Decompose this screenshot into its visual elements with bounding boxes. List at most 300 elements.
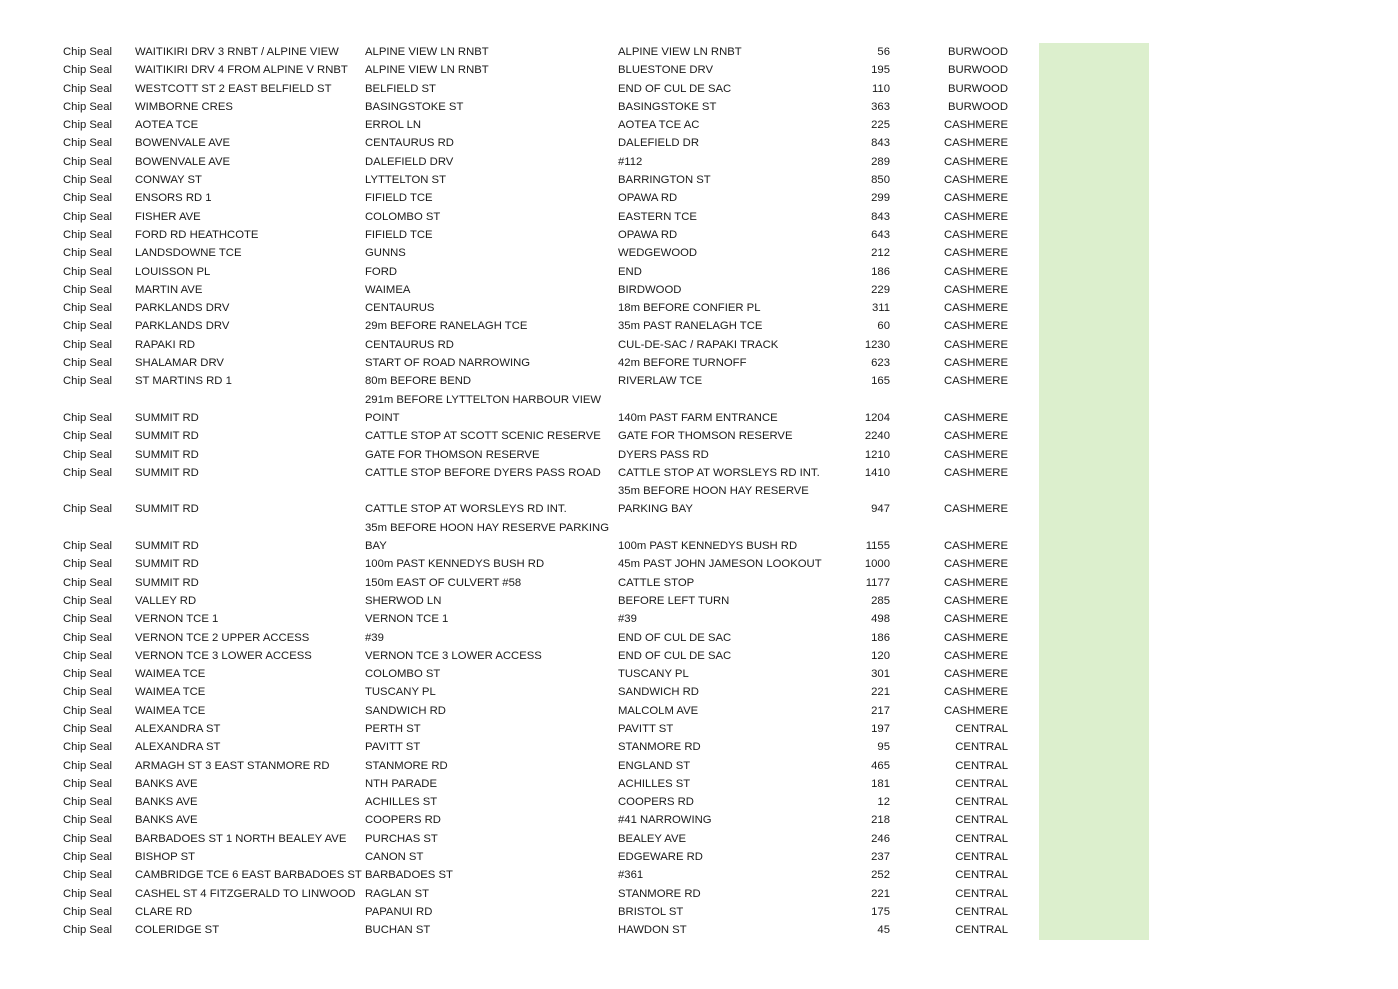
cell-from[interactable]: 100m PAST KENNEDYS BUSH RD — [365, 558, 545, 571]
cell-suburb[interactable]: BURWOOD — [947, 100, 1008, 113]
cell-road-name[interactable]: BOWENVALE AVE — [135, 155, 231, 168]
cell-suburb[interactable]: CASHMERE — [943, 649, 1008, 662]
cell-road-name[interactable]: LOUISSON PL — [135, 265, 211, 278]
cell-suburb[interactable]: CENTRAL — [955, 869, 1008, 882]
cell-road-name[interactable]: SUMMIT RD — [135, 558, 199, 571]
cell-road-name[interactable]: FISHER AVE — [135, 210, 201, 223]
table-row[interactable] — [63, 702, 1149, 720]
table-row[interactable] — [63, 263, 1149, 281]
table-row[interactable] — [63, 885, 1149, 903]
cell-to[interactable]: STANMORE RD — [618, 741, 701, 754]
cell-to[interactable]: 140m PAST FARM ENTRANCE — [618, 411, 778, 424]
cell-status[interactable] — [1039, 281, 1149, 299]
cell-surface-type[interactable]: Chip Seal — [63, 576, 112, 589]
cell-suburb[interactable]: CASHMERE — [943, 558, 1008, 571]
cell-road-name[interactable]: LANDSDOWNE TCE — [135, 247, 242, 260]
cell-road-name[interactable]: VERNON TCE 3 LOWER ACCESS — [135, 649, 312, 662]
cell-status[interactable] — [1039, 226, 1149, 244]
cell-from[interactable]: CENTAURUS — [365, 302, 435, 315]
cell-road-name[interactable]: SUMMIT RD — [135, 540, 199, 553]
cell-surface-type[interactable]: Chip Seal — [63, 174, 112, 187]
table-row[interactable] — [63, 134, 1149, 152]
cell-from[interactable]: FIFIELD TCE — [365, 192, 433, 205]
cell-road-name[interactable]: SUMMIT RD — [135, 466, 199, 479]
cell-from[interactable]: 80m BEFORE BEND — [365, 375, 472, 388]
cell-surface-type[interactable]: Chip Seal — [63, 283, 112, 296]
cell-status[interactable] — [1039, 830, 1149, 848]
cell-status[interactable] — [1039, 629, 1149, 647]
cell-surface-type[interactable]: Chip Seal — [63, 924, 112, 937]
cell-to[interactable]: BEFORE LEFT TURN — [618, 594, 730, 607]
cell-road-name[interactable]: BANKS AVE — [135, 796, 198, 809]
cell-from[interactable]: ALPINE VIEW LN RNBT — [365, 46, 489, 58]
cell-from[interactable]: LYTTELTON ST — [365, 174, 446, 187]
cell-length[interactable]: 285 — [871, 594, 890, 607]
cell-suburb[interactable]: CASHMERE — [943, 192, 1008, 205]
cell-from[interactable]: GATE FOR THOMSON RESERVE — [365, 448, 540, 461]
cell-length[interactable]: 195 — [871, 64, 890, 77]
cell-length[interactable]: 165 — [871, 375, 890, 388]
table-row[interactable] — [63, 574, 1149, 592]
cell-to[interactable]: #361 — [618, 869, 644, 882]
cell-to[interactable]: END OF CUL DE SAC — [618, 82, 732, 95]
cell-road-name[interactable]: ENSORS RD 1 — [135, 192, 212, 205]
cell-road-name[interactable]: FORD RD HEATHCOTE — [135, 228, 259, 241]
cell-road-name[interactable]: WAITIKIRI DRV 3 RNBT / ALPINE VIEW — [135, 46, 339, 58]
cell-road-name[interactable]: WAIMEA TCE — [135, 704, 206, 717]
table-row[interactable] — [63, 811, 1149, 829]
cell-to[interactable]: EDGEWARE RD — [618, 851, 703, 864]
cell-suburb[interactable]: CASHMERE — [943, 119, 1008, 132]
cell-status[interactable] — [1039, 775, 1149, 793]
cell-surface-type[interactable]: Chip Seal — [63, 704, 112, 717]
cell-surface-type[interactable]: Chip Seal — [63, 887, 112, 900]
table-row[interactable] — [63, 189, 1149, 207]
cell-to[interactable]: 35m BEFORE HOON HAY RESERVE PARKING BAY — [618, 485, 809, 516]
cell-length[interactable]: 218 — [871, 814, 890, 827]
cell-road-name[interactable]: BOWENVALE AVE — [135, 137, 231, 150]
cell-from[interactable]: CENTAURUS RD — [365, 137, 454, 150]
cell-road-name[interactable]: SUMMIT RD — [135, 503, 199, 516]
cell-length[interactable]: 181 — [871, 777, 890, 790]
cell-road-name[interactable]: WAITIKIRI DRV 4 FROM ALPINE V RNBT — [135, 64, 348, 77]
cell-to[interactable]: HAWDON ST — [618, 924, 687, 937]
cell-road-name[interactable]: BANKS AVE — [135, 777, 198, 790]
cell-length[interactable]: 299 — [871, 192, 890, 205]
cell-from[interactable]: ACHILLES ST — [365, 796, 438, 809]
cell-from[interactable]: NTH PARADE — [365, 777, 437, 790]
cell-to[interactable]: BASINGSTOKE ST — [618, 100, 717, 113]
cell-road-name[interactable]: SUMMIT RD — [135, 576, 199, 589]
cell-length[interactable]: 246 — [871, 832, 890, 845]
cell-surface-type[interactable]: Chip Seal — [63, 686, 112, 699]
cell-length[interactable]: 1410 — [864, 466, 890, 479]
cell-to[interactable]: SANDWICH RD — [618, 686, 699, 699]
table-row[interactable] — [63, 244, 1149, 262]
table-row[interactable] — [63, 757, 1149, 775]
cell-road-name[interactable]: WAIMEA TCE — [135, 686, 206, 699]
cell-to[interactable]: 18m BEFORE CONFIER PL — [618, 302, 761, 315]
table-row[interactable] — [63, 317, 1149, 335]
cell-suburb[interactable]: CENTRAL — [955, 905, 1008, 918]
cell-length[interactable]: 1155 — [865, 540, 890, 553]
cell-road-name[interactable]: MARTIN AVE — [135, 283, 203, 296]
cell-road-name[interactable]: ARMAGH ST 3 EAST STANMORE RD — [135, 759, 330, 772]
cell-surface-type[interactable]: Chip Seal — [63, 357, 112, 370]
table-row[interactable] — [63, 43, 1149, 61]
cell-length[interactable]: 212 — [871, 247, 890, 260]
cell-road-name[interactable]: CLARE RD — [135, 905, 193, 918]
cell-length[interactable]: 311 — [871, 302, 890, 315]
cell-suburb[interactable]: BURWOOD — [947, 64, 1008, 77]
cell-length[interactable]: 221 — [871, 686, 890, 699]
cell-status[interactable] — [1039, 446, 1149, 464]
table-row[interactable] — [63, 793, 1149, 811]
cell-to[interactable]: #39 — [618, 613, 637, 626]
cell-surface-type[interactable]: Chip Seal — [63, 814, 112, 827]
cell-status[interactable] — [1039, 921, 1149, 939]
cell-status[interactable] — [1039, 903, 1149, 921]
cell-road-name[interactable]: BARBADOES ST 1 NORTH BEALEY AVE — [135, 832, 347, 845]
cell-status[interactable] — [1039, 354, 1149, 372]
cell-surface-type[interactable]: Chip Seal — [63, 338, 112, 351]
cell-length[interactable]: 623 — [871, 357, 890, 370]
cell-from[interactable]: FIFIELD TCE — [365, 228, 433, 241]
cell-surface-type[interactable]: Chip Seal — [63, 796, 112, 809]
cell-surface-type[interactable]: Chip Seal — [63, 594, 112, 607]
cell-length[interactable]: 1230 — [864, 338, 890, 351]
cell-length[interactable]: 12 — [877, 796, 890, 809]
cell-length[interactable]: 2240 — [864, 430, 890, 443]
table-row[interactable] — [63, 848, 1149, 866]
cell-status[interactable] — [1039, 299, 1149, 317]
cell-road-name[interactable]: ALEXANDRA ST — [135, 722, 221, 735]
cell-from[interactable]: VERNON TCE 3 LOWER ACCESS — [365, 649, 542, 662]
cell-status[interactable] — [1039, 372, 1149, 390]
cell-from[interactable]: RAGLAN ST — [365, 887, 430, 900]
cell-suburb[interactable]: CASHMERE — [943, 265, 1008, 278]
cell-surface-type[interactable]: Chip Seal — [63, 228, 112, 241]
cell-road-name[interactable]: RAPAKI RD — [135, 338, 196, 351]
cell-length[interactable]: 1210 — [864, 448, 890, 461]
cell-status[interactable] — [1039, 848, 1149, 866]
cell-surface-type[interactable]: Chip Seal — [63, 82, 112, 95]
cell-to[interactable]: END OF CUL DE SAC — [618, 649, 732, 662]
cell-to[interactable]: #112 — [618, 155, 643, 168]
cell-surface-type[interactable]: Chip Seal — [63, 869, 112, 882]
cell-from[interactable]: START OF ROAD NARROWING — [365, 357, 531, 370]
cell-length[interactable]: 175 — [871, 905, 890, 918]
cell-from[interactable]: BELFIELD ST — [365, 82, 436, 95]
cell-length[interactable]: 217 — [871, 704, 890, 717]
cell-road-name[interactable]: SUMMIT RD — [135, 411, 199, 424]
cell-road-name[interactable]: SHALAMAR DRV — [135, 357, 224, 370]
cell-from[interactable]: WAIMEA — [365, 283, 411, 296]
cell-suburb[interactable]: CASHMERE — [943, 155, 1008, 168]
table-row[interactable] — [63, 921, 1149, 939]
cell-suburb[interactable]: CASHMERE — [943, 448, 1008, 461]
table-row[interactable] — [63, 903, 1149, 921]
cell-from[interactable]: PURCHAS ST — [365, 832, 438, 845]
cell-status[interactable] — [1039, 263, 1149, 281]
cell-length[interactable]: 45 — [877, 924, 890, 937]
cell-from[interactable]: 29m BEFORE RANELAGH TCE — [365, 320, 528, 333]
cell-surface-type[interactable]: Chip Seal — [63, 741, 112, 754]
cell-to[interactable]: END OF CUL DE SAC — [618, 631, 732, 644]
cell-suburb[interactable]: CENTRAL — [955, 814, 1008, 827]
cell-length[interactable]: 225 — [871, 119, 890, 132]
table-row[interactable] — [63, 482, 1149, 519]
table-row[interactable] — [63, 665, 1149, 683]
cell-suburb[interactable]: CASHMERE — [943, 210, 1008, 223]
cell-road-name[interactable]: CONWAY ST — [135, 174, 202, 187]
cell-from[interactable]: GUNNS — [365, 247, 406, 260]
cell-suburb[interactable]: CASHMERE — [943, 247, 1008, 260]
cell-from[interactable]: COLOMBO ST — [365, 210, 441, 223]
cell-surface-type[interactable]: Chip Seal — [63, 64, 112, 77]
cell-length[interactable]: 60 — [877, 320, 890, 333]
cell-length[interactable]: 850 — [871, 174, 890, 187]
cell-road-name[interactable]: SUMMIT RD — [135, 448, 199, 461]
cell-to[interactable]: 100m PAST KENNEDYS BUSH RD — [618, 540, 798, 553]
cell-to[interactable]: AOTEA TCE AC — [618, 119, 700, 132]
cell-road-name[interactable]: COLERIDGE ST — [135, 924, 220, 937]
cell-to[interactable]: CATTLE STOP AT WORSLEYS RD INT. — [618, 466, 820, 479]
cell-to[interactable]: ENGLAND ST — [618, 759, 691, 772]
cell-suburb[interactable]: CASHMERE — [943, 411, 1008, 424]
cell-from[interactable]: BUCHAN ST — [365, 924, 431, 937]
cell-length[interactable]: 843 — [871, 137, 890, 150]
cell-from[interactable]: CENTAURUS RD — [365, 338, 454, 351]
cell-suburb[interactable]: CASHMERE — [943, 631, 1008, 644]
cell-length[interactable]: 289 — [871, 155, 890, 168]
cell-road-name[interactable]: ALEXANDRA ST — [135, 741, 221, 754]
table-row[interactable] — [63, 98, 1149, 116]
cell-status[interactable] — [1039, 519, 1149, 556]
cell-suburb[interactable]: CASHMERE — [943, 228, 1008, 241]
cell-status[interactable] — [1039, 244, 1149, 262]
cell-surface-type[interactable]: Chip Seal — [63, 100, 112, 113]
cell-to[interactable]: BLUESTONE DRV — [618, 64, 714, 77]
cell-length[interactable]: 1204 — [864, 411, 890, 424]
cell-to[interactable]: BIRDWOOD — [618, 283, 682, 296]
cell-suburb[interactable]: CASHMERE — [943, 503, 1008, 516]
cell-status[interactable] — [1039, 153, 1149, 171]
cell-surface-type[interactable]: Chip Seal — [63, 411, 112, 424]
cell-from[interactable]: COLOMBO ST — [365, 668, 441, 681]
cell-status[interactable] — [1039, 574, 1149, 592]
cell-suburb[interactable]: CASHMERE — [943, 540, 1008, 553]
cell-to[interactable]: BRISTOL ST — [618, 905, 684, 918]
cell-road-name[interactable]: BISHOP ST — [135, 851, 196, 864]
cell-suburb[interactable]: CENTRAL — [955, 741, 1008, 754]
table-row[interactable] — [63, 61, 1149, 79]
cell-length[interactable]: 643 — [871, 228, 890, 241]
cell-length[interactable]: 110 — [871, 82, 890, 95]
cell-status[interactable] — [1039, 336, 1149, 354]
cell-road-name[interactable]: VERNON TCE 2 UPPER ACCESS — [135, 631, 310, 644]
cell-to[interactable]: 42m BEFORE TURNOFF — [618, 357, 747, 370]
cell-to[interactable]: GATE FOR THOMSON RESERVE — [618, 430, 793, 443]
cell-surface-type[interactable]: Chip Seal — [63, 832, 112, 845]
table-row[interactable] — [63, 775, 1149, 793]
cell-status[interactable] — [1039, 464, 1149, 482]
cell-to[interactable]: STANMORE RD — [618, 887, 701, 900]
table-row[interactable] — [63, 720, 1149, 738]
table-row[interactable] — [63, 519, 1149, 556]
cell-road-name[interactable]: WAIMEA TCE — [135, 668, 206, 681]
cell-suburb[interactable]: CASHMERE — [943, 704, 1008, 717]
table-row[interactable] — [63, 372, 1149, 390]
cell-from[interactable]: 35m BEFORE HOON HAY RESERVE PARKING BAY — [365, 521, 609, 553]
cell-surface-type[interactable]: Chip Seal — [63, 722, 112, 735]
cell-surface-type[interactable]: Chip Seal — [63, 448, 112, 461]
table-row[interactable] — [63, 464, 1149, 482]
cell-suburb[interactable]: CENTRAL — [955, 887, 1008, 900]
cell-surface-type[interactable]: Chip Seal — [63, 558, 112, 571]
cell-suburb[interactable]: CASHMERE — [943, 594, 1008, 607]
cell-to[interactable]: TUSCANY PL — [618, 668, 689, 681]
cell-from[interactable]: PAVITT ST — [365, 741, 421, 754]
table-row[interactable] — [63, 629, 1149, 647]
cell-status[interactable] — [1039, 665, 1149, 683]
cell-status[interactable] — [1039, 720, 1149, 738]
cell-length[interactable]: 947 — [871, 503, 890, 516]
cell-road-name[interactable]: AOTEA TCE — [135, 119, 199, 132]
cell-road-name[interactable]: WIMBORNE CRES — [135, 100, 233, 113]
table-row[interactable] — [63, 738, 1149, 756]
cell-suburb[interactable]: CENTRAL — [955, 759, 1008, 772]
cell-to[interactable]: DALEFIELD DR — [618, 137, 699, 150]
cell-from[interactable]: ERROL LN — [365, 119, 422, 132]
cell-from[interactable]: BASINGSTOKE ST — [365, 100, 464, 113]
cell-length[interactable]: 186 — [871, 265, 890, 278]
cell-road-name[interactable]: SUMMIT RD — [135, 430, 199, 443]
cell-length[interactable]: 186 — [871, 631, 890, 644]
cell-to[interactable]: EASTERN TCE — [618, 210, 697, 223]
cell-suburb[interactable]: CASHMERE — [943, 466, 1008, 479]
cell-length[interactable]: 843 — [871, 210, 890, 223]
cell-suburb[interactable]: CENTRAL — [955, 851, 1008, 864]
cell-suburb[interactable]: CENTRAL — [955, 722, 1008, 735]
cell-from[interactable]: FORD — [365, 265, 398, 278]
table-row[interactable] — [63, 610, 1149, 628]
cell-status[interactable] — [1039, 738, 1149, 756]
cell-from[interactable]: 291m BEFORE LYTTELTON HARBOUR VIEW POINT — [365, 393, 602, 424]
table-row[interactable] — [63, 555, 1149, 573]
cell-suburb[interactable]: CASHMERE — [943, 613, 1008, 626]
cell-from[interactable]: BARBADOES ST — [365, 869, 453, 882]
cell-suburb[interactable]: CASHMERE — [943, 302, 1008, 315]
table-row[interactable] — [63, 336, 1149, 354]
cell-to[interactable]: ALPINE VIEW LN RNBT — [618, 46, 742, 58]
cell-length[interactable]: 56 — [877, 46, 890, 58]
cell-status[interactable] — [1039, 43, 1149, 61]
cell-surface-type[interactable]: Chip Seal — [63, 905, 112, 918]
cell-road-name[interactable]: BANKS AVE — [135, 814, 198, 827]
table-row[interactable] — [63, 80, 1149, 98]
table-row[interactable] — [63, 354, 1149, 372]
cell-status[interactable] — [1039, 885, 1149, 903]
cell-to[interactable]: COOPERS RD — [618, 796, 694, 809]
cell-to[interactable]: MALCOLM AVE — [618, 704, 699, 717]
cell-length[interactable]: 221 — [871, 887, 890, 900]
cell-to[interactable]: PAVITT ST — [618, 722, 674, 735]
cell-from[interactable]: COOPERS RD — [365, 814, 441, 827]
cell-surface-type[interactable]: Chip Seal — [63, 320, 112, 333]
cell-surface-type[interactable]: Chip Seal — [63, 851, 112, 864]
cell-to[interactable]: RIVERLAW TCE — [618, 375, 703, 388]
cell-from[interactable]: PAPANUI RD — [365, 905, 433, 918]
cell-road-name[interactable]: CAMBRIDGE TCE 6 EAST BARBADOES ST — [135, 869, 362, 882]
cell-suburb[interactable]: CASHMERE — [943, 686, 1008, 699]
cell-road-name[interactable]: ST MARTINS RD 1 — [135, 375, 232, 388]
cell-status[interactable] — [1039, 555, 1149, 573]
cell-length[interactable]: 120 — [871, 649, 890, 662]
cell-to[interactable]: OPAWA RD — [618, 192, 678, 205]
cell-suburb[interactable]: BURWOOD — [947, 46, 1008, 58]
cell-to[interactable]: WEDGEWOOD — [618, 247, 698, 260]
table-row[interactable] — [63, 647, 1149, 665]
cell-surface-type[interactable]: Chip Seal — [63, 777, 112, 790]
cell-length[interactable]: 237 — [871, 851, 890, 864]
cell-surface-type[interactable]: Chip Seal — [63, 759, 112, 772]
cell-from[interactable]: SHERWOD LN — [365, 594, 442, 607]
cell-surface-type[interactable]: Chip Seal — [63, 503, 112, 516]
cell-to[interactable]: CUL-DE-SAC / RAPAKI TRACK — [618, 338, 779, 351]
cell-to[interactable]: CATTLE STOP — [618, 576, 695, 589]
table-row[interactable] — [63, 592, 1149, 610]
cell-status[interactable] — [1039, 482, 1149, 519]
cell-status[interactable] — [1039, 134, 1149, 152]
cell-road-name[interactable]: VALLEY RD — [135, 594, 197, 607]
cell-suburb[interactable]: CASHMERE — [943, 137, 1008, 150]
cell-length[interactable]: 498 — [871, 613, 890, 626]
cell-suburb[interactable]: CASHMERE — [943, 174, 1008, 187]
cell-from[interactable]: 150m EAST OF CULVERT #58 — [365, 576, 522, 589]
cell-from[interactable]: CATTLE STOP AT SCOTT SCENIC RESERVE — [365, 430, 601, 443]
cell-from[interactable]: VERNON TCE 1 — [365, 613, 449, 626]
cell-from[interactable]: ALPINE VIEW LN RNBT — [365, 64, 489, 77]
cell-suburb[interactable]: CASHMERE — [943, 576, 1008, 589]
cell-length[interactable]: 1177 — [865, 576, 890, 589]
cell-from[interactable]: CANON ST — [365, 851, 424, 864]
cell-status[interactable] — [1039, 793, 1149, 811]
cell-length[interactable]: 229 — [871, 283, 890, 296]
cell-suburb[interactable]: CENTRAL — [955, 832, 1008, 845]
cell-from[interactable]: TUSCANY PL — [365, 686, 436, 699]
table-row[interactable] — [63, 391, 1149, 428]
cell-to[interactable]: 45m PAST JOHN JAMESON LOOKOUT — [618, 558, 822, 571]
cell-suburb[interactable]: CASHMERE — [943, 320, 1008, 333]
cell-suburb[interactable]: CASHMERE — [943, 668, 1008, 681]
cell-suburb[interactable]: BURWOOD — [947, 82, 1008, 95]
cell-suburb[interactable]: CASHMERE — [943, 338, 1008, 351]
cell-status[interactable] — [1039, 171, 1149, 189]
cell-status[interactable] — [1039, 702, 1149, 720]
cell-from[interactable]: STANMORE RD — [365, 759, 448, 772]
cell-to[interactable]: BEALEY AVE — [618, 832, 687, 845]
cell-suburb[interactable]: CASHMERE — [943, 357, 1008, 370]
cell-suburb[interactable]: CENTRAL — [955, 924, 1008, 937]
table-row[interactable] — [63, 683, 1149, 701]
cell-road-name[interactable]: CASHEL ST 4 FITZGERALD TO LINWOOD — [135, 887, 356, 900]
cell-from[interactable]: CATTLE STOP AT WORSLEYS RD INT. — [365, 503, 567, 516]
table-row[interactable] — [63, 153, 1149, 171]
cell-to[interactable]: #41 NARROWING — [618, 814, 712, 827]
cell-status[interactable] — [1039, 683, 1149, 701]
cell-surface-type[interactable]: Chip Seal — [63, 210, 112, 223]
